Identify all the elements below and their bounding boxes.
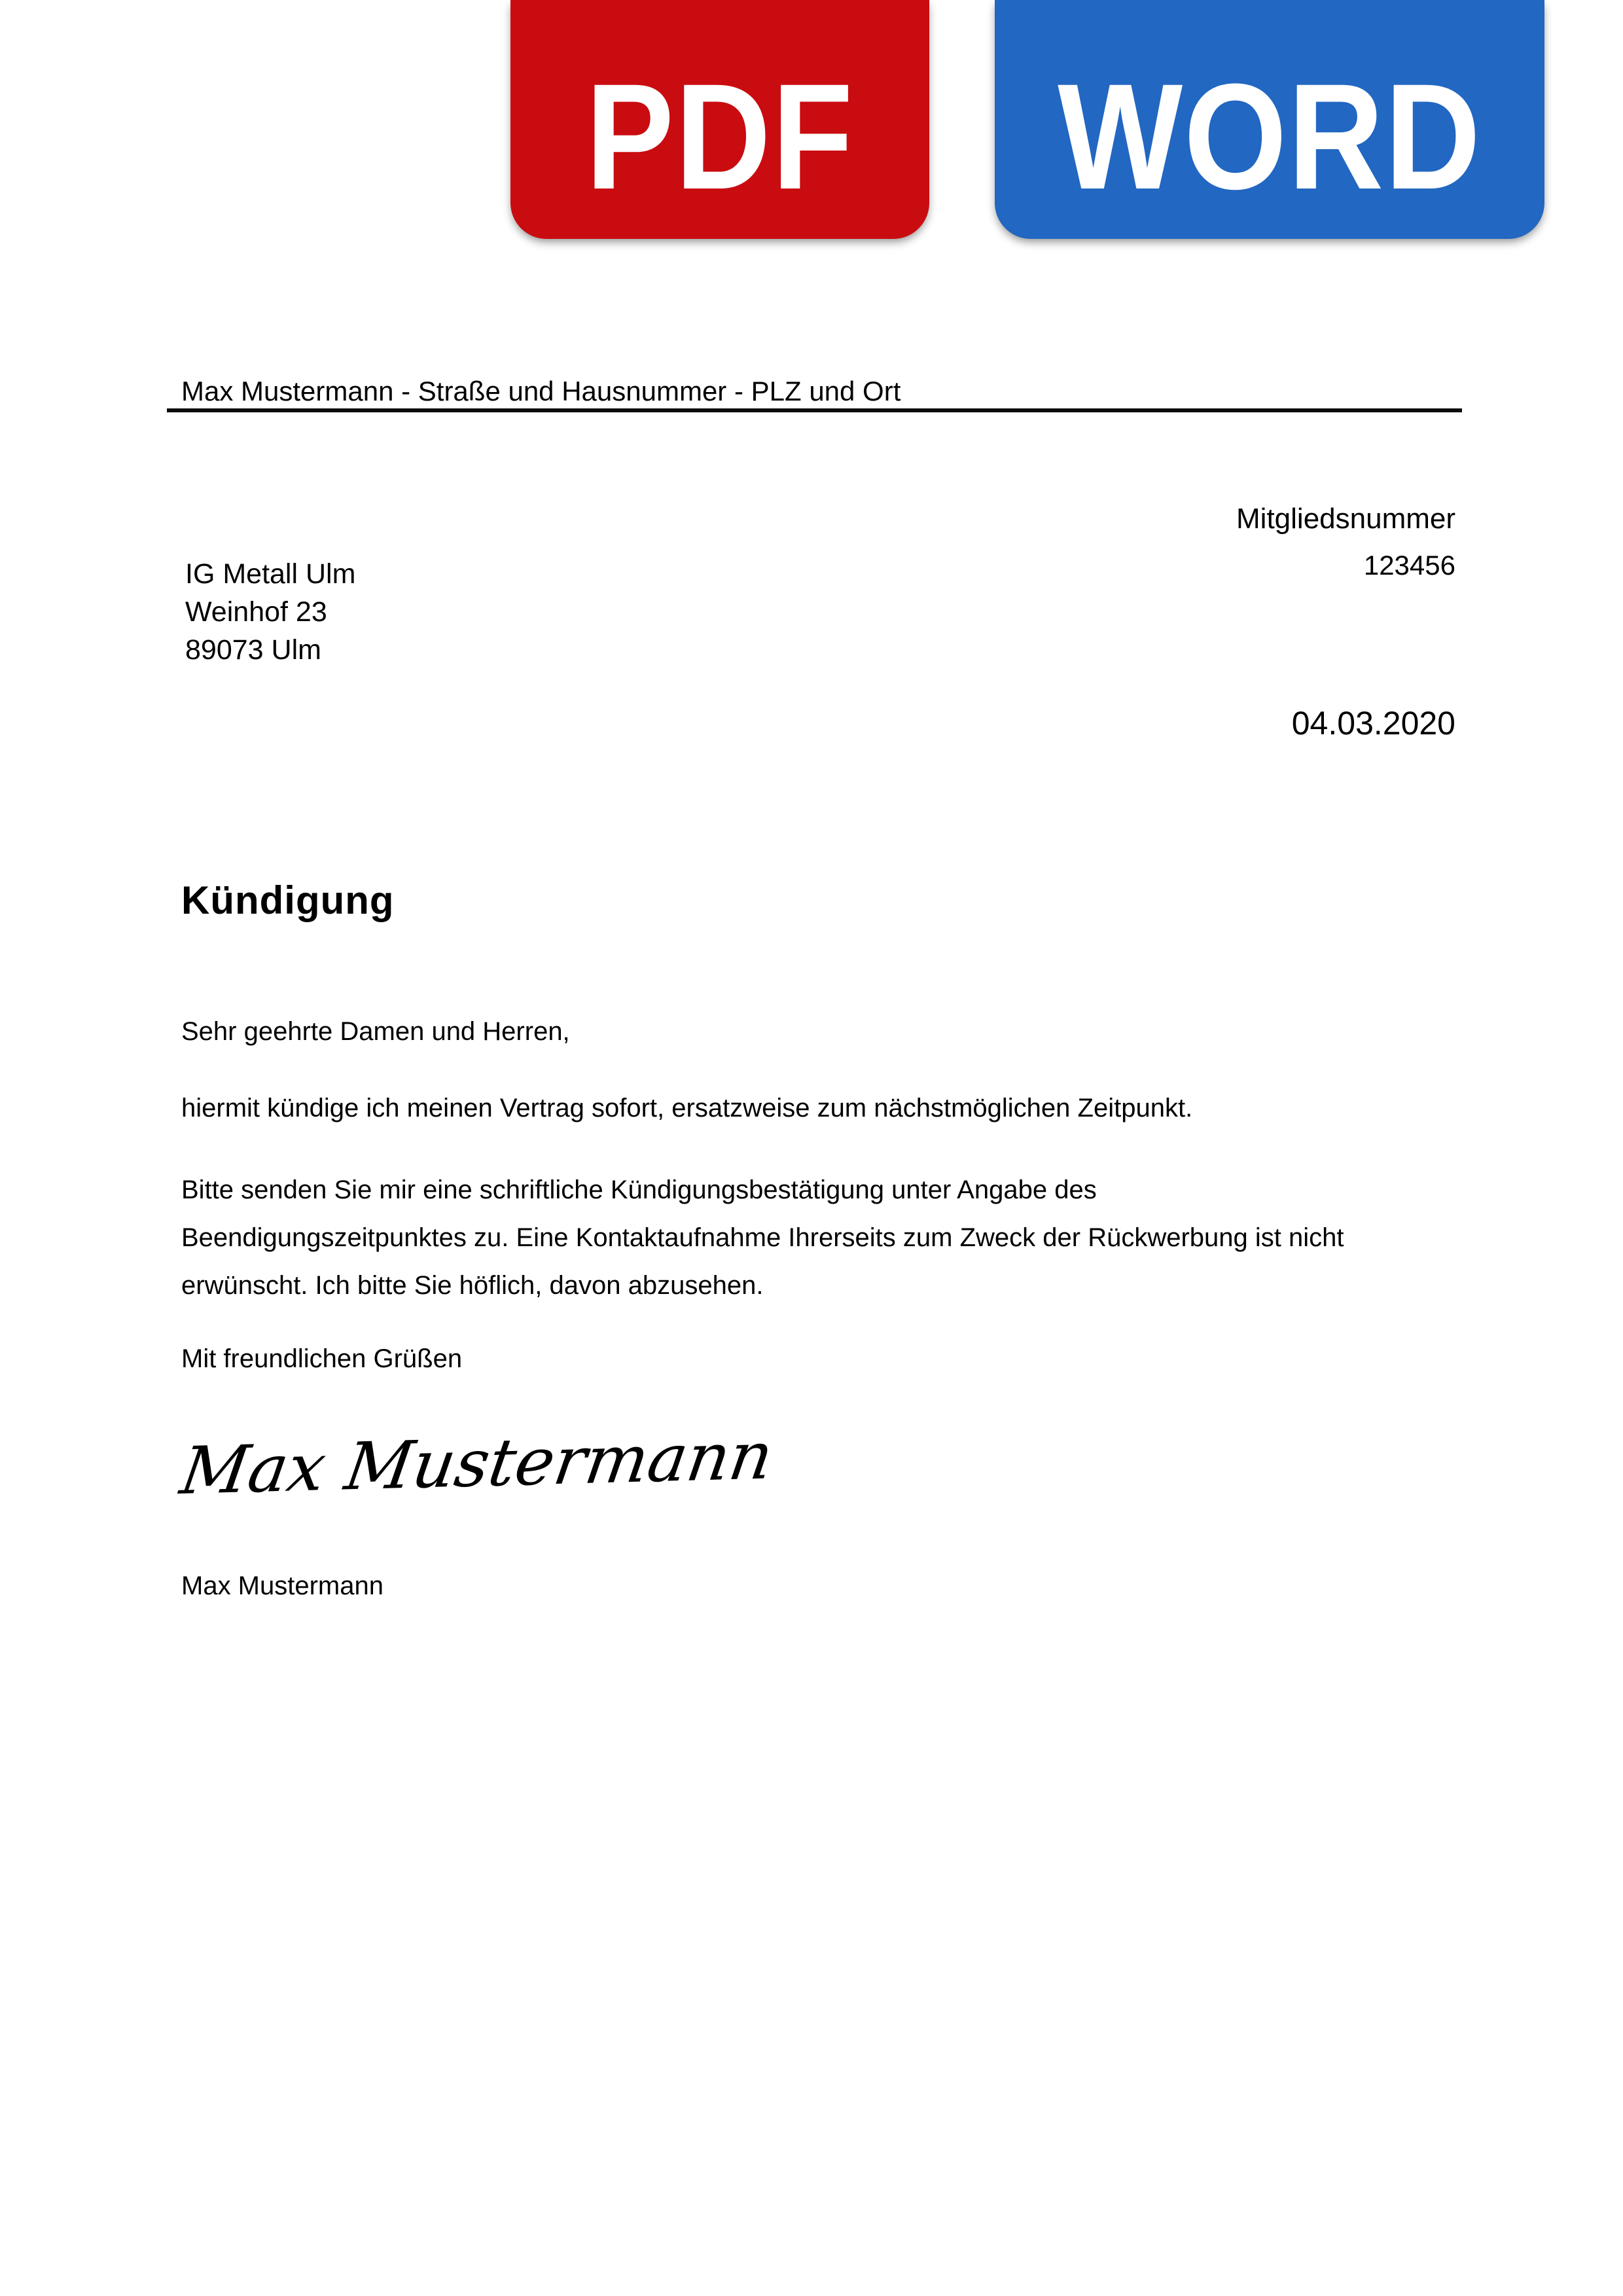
word-download-button[interactable]	[995, 0, 1544, 239]
sender-address-line: Max Mustermann - Straße und Hausnummer - PLZ und Ort	[181, 376, 901, 406]
body-paragraph-2-line-3: erwünscht. Ich bitte Sie höflich, davon abzusehen.	[181, 1271, 764, 1300]
subject-heading: Kündigung	[181, 878, 395, 922]
recipient-address-block	[185, 555, 355, 669]
word-button-label: WORD	[1058, 52, 1482, 221]
salutation: Sehr geehrte Damen und Herren,	[181, 1017, 570, 1046]
body-paragraph-2	[181, 1166, 1344, 1310]
pdf-download-button[interactable]	[510, 0, 929, 239]
body-paragraph-1: hiermit kündige ich meinen Vertrag sofort, ersatzweise zum nächstmöglichen Zeitpunkt.	[181, 1094, 1193, 1122]
typed-signature-name: Max Mustermann	[181, 1571, 383, 1600]
recipient-line-2: Weinhof 23	[185, 596, 327, 628]
pdf-button-label: PDF	[585, 52, 855, 221]
recipient-line-1: IG Metall Ulm	[185, 558, 356, 590]
handwritten-signature: Max Mustermann	[175, 1417, 778, 1510]
recipient-line-3: 89073 Ulm	[185, 634, 321, 666]
header-divider-rule	[167, 408, 1462, 412]
closing-line: Mit freundlichen Grüßen	[181, 1344, 463, 1373]
letter-date: 04.03.2020	[1291, 705, 1455, 742]
member-number-label: Mitgliedsnummer	[1236, 503, 1455, 535]
body-paragraph-2-line-1: Bitte senden Sie mir eine schriftliche Kündigungsbestätigung unter Angabe des	[181, 1175, 1097, 1204]
body-paragraph-2-line-2: Beendigungszeitpunktes zu. Eine Kontaktaufnahme Ihrerseits zum Zweck der Rückwerbung ist nicht	[181, 1223, 1344, 1252]
member-number-value: 123456	[1363, 550, 1455, 581]
